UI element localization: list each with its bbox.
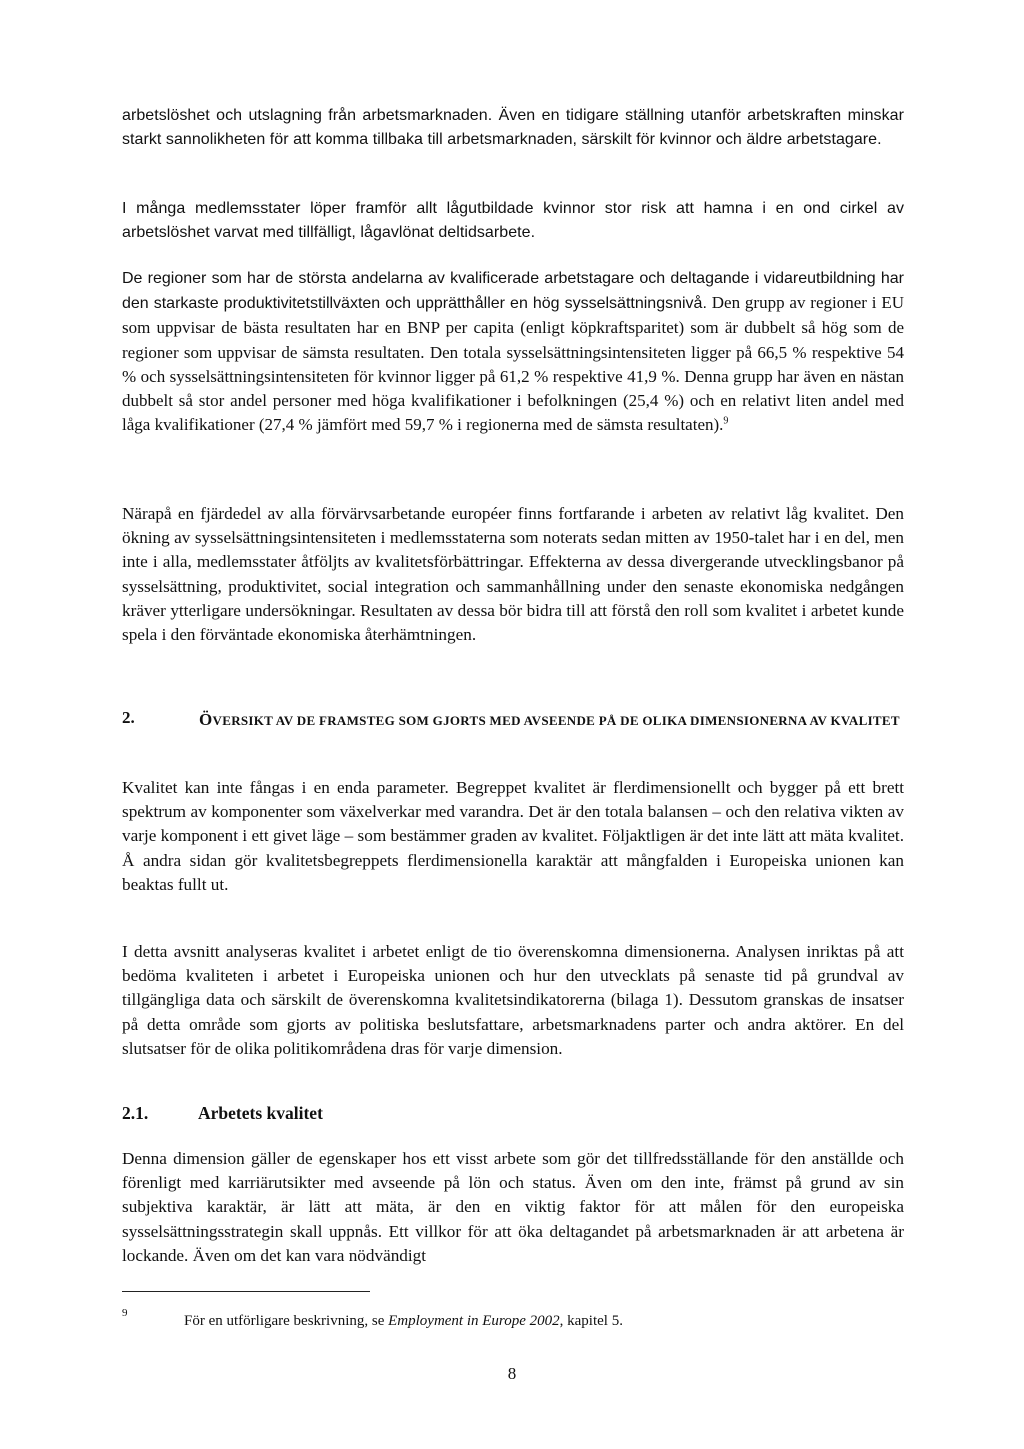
footnote-text (184, 1313, 623, 1330)
subsection-number: 2.1. (122, 1103, 149, 1123)
section-title-rest: VERSIKT AV DE FRAMSTEG SOM GJORTS MED AVSEENDE PÅ DE OLIKA DIMENSIONERNA AV KVALITET (212, 713, 900, 728)
paragraph-unemployment-exclusion: arbetslöshet och utslagning från arbetsmarknaden. Även en tidigare ställning utanför arbetskraften minskar starkt sannolikheten för att komma tillbaka till arbetsmarknaden, särskilt för kvinnor och äldre arbetstagare. (122, 107, 904, 149)
footnote-separator (122, 1291, 370, 1292)
subsection-title: Arbetets kvalitet (198, 1103, 323, 1123)
footnote-text-before: För en utförligare beskrivning, se (184, 1313, 389, 1329)
footnote-reference-9[interactable]: 9 (723, 415, 729, 427)
section-title-initial: Ö (199, 710, 213, 729)
section-number: 2. (122, 708, 135, 727)
paragraph-job-quality-dimension: Denna dimension gäller de egenskaper hos ett visst arbete som gör det tillfredsställande för den anställde och förenligt med karriärutsikter med avseende på lön och status. Även om den inte, främst på grund av sin subjektiva karaktär, är lätt att mäta, är den en viktig faktor för att målen för den europeiska sysselsättningsstrategin skall uppnås. Ett villkor för att öka deltagandet på arbetsmarknaden är att arbetena är lockande. Även om det kan vara nödvändigt (122, 1149, 904, 1265)
section-heading-2 (122, 708, 904, 758)
paragraph-quality-multidimensional: Kvalitet kan inte fångas i en enda parameter. Begreppet kvalitet är flerdimensionellt och bygger på ett brett spektrum av komponenter som växelverkar med varandra. Det är den totala balansen – och den relativa vikten av varje komponent i ett givet läge – som bestämmer graden av kvalitet. Följaktligen är det inte lätt att mäta kvalitet. Å andra sidan gör kvalitetsbegreppets flerdimensionella karaktär att mångfalden i Europeiska unionen kan beaktas fullt ut. (122, 778, 904, 894)
footnote-publication-title: Employment in Europe 2002 (388, 1313, 560, 1329)
footnote-text-after: , kapitel 5. (559, 1313, 623, 1329)
footnote-marker: 9 (122, 1307, 128, 1319)
paragraph-job-quality-quarter: Närapå en fjärdedel av alla förvärvsarbetande européer finns fortfarande i arbeten av relativt låg kvalitet. Den ökning av sysselsättningsintensiteten i medlemsstaterna som noterats sedan mitten av 1950-talet har i en del, men inte i alla, medlemsstater åtföljts av kvalitetsförbättringar. Effekterna av dessa divergerande utvecklingsbanor på sysselsättning, produktivitet, social integration och sammanhållning under den senaste ekonomiska nedgången kräver ytterligare undersökningar. Resultaten av dessa bör bidra till att förstå den roll som kvalitet i arbetet kunde spela i den förväntade ekonomiska återhämtningen. (122, 504, 904, 645)
section-title (199, 708, 904, 733)
paragraph-regions-results (122, 266, 904, 437)
paragraph-regions-intro: De regioner som har de största andelarna av kvalificerade arbetstagare och deltagande i vidareutbildning har den starkaste produktivitetstillväxten och upprätthåller en hög sysselsättningsnivå. (122, 270, 904, 313)
paragraph-regions-body: Den grupp av regioner i EU som uppvisar de bästa resultaten har en BNP per capita (enligt köpkraftsparitet) som är dubbelt så hög som de regioner som uppvisar de sämsta resultaten. Den totala sysselsättningsintensiteten ligger på 66,5 % respektive 54 % och sysselsättningsintensiteten för kvinnor ligger på 61,2 % respektive 41,9 %. Denna grupp har även en nästan dubbelt så stor andel personer med höga kvalifikationer i befolkningen (25,4 %) och en relativt liten andel med låga kvalifikationer (27,4 % jämfört med 59,7 % i regionerna med de sämsta resultaten). (122, 293, 904, 435)
paragraph-section-analysis: I detta avsnitt analyseras kvalitet i arbetet enligt de tio överenskomna dimensionerna. Analysen inriktas på att bedöma kvaliteten i arbetet i Europeiska unionen och hur den utvecklats på senaste tid på grundval av tillgängliga data och särskilt de överenskomna kvalitetsindikatorerna (bilaga 1). Dessutom granskas de insatser på detta område som gjorts av politiska beslutsfattare, arbetsmarknadens parter och andra aktörer. En del slutsatser för de olika politikområdena dras för varje dimension. (122, 942, 904, 1058)
page-number: 8 (507, 1364, 517, 1383)
paragraph-low-skilled-women: I många medlemsstater löper framför allt lågutbildade kvinnor stor risk att hamna i en ond cirkel av arbetslöshet varvat med tillfälligt, lågavlönat deltidsarbete. (122, 200, 904, 242)
